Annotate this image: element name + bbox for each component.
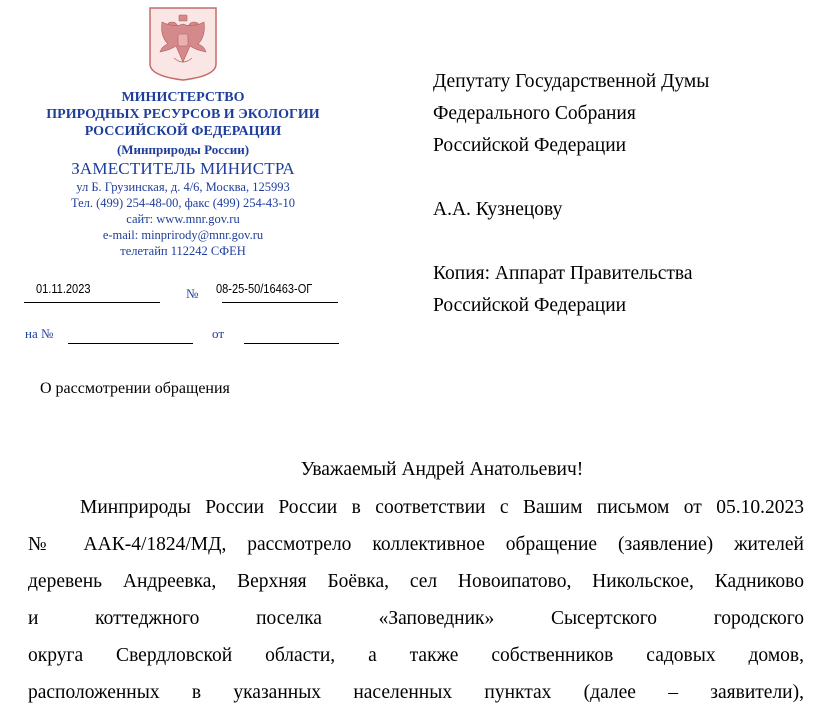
ministry-email: e-mail: minprirody@mnr.gov.ru [102, 228, 264, 242]
body-line: Минприроды России России в соответствии с Вашим письмом от 05.10.2023 [80, 497, 804, 518]
reference-date-label: от [212, 326, 225, 341]
body-line: округа Свердловской области, а также собственников садовых домов, [28, 645, 804, 666]
position-title: ЗАМЕСТИТЕЛЬ МИНИСТРА [71, 159, 295, 178]
salutation: Уважаемый Андрей Анатольевич! [300, 459, 584, 480]
addressee-line3: Российской Федерации [433, 135, 627, 156]
ministry-name-line2: ПРИРОДНЫХ РЕСУРСОВ И ЭКОЛОГИИ [46, 107, 320, 122]
copy-recipient-line2: Российской Федерации [433, 295, 627, 316]
addressee-line2: Федерального Собрания [433, 103, 636, 124]
number-underline [222, 302, 338, 303]
ministry-address: ул Б. Грузинская, д. 4/6, Москва, 125993 [76, 180, 290, 194]
registration-number: 08-25-50/16463-ОГ [216, 281, 313, 296]
copy-recipient-line1: Копия: Аппарат Правительства [433, 263, 693, 284]
ministry-short-name: (Минприроды России) [116, 142, 250, 157]
date-underline [24, 302, 160, 303]
letter-date: 01.11.2023 [36, 281, 91, 296]
ministry-website: сайт: www.mnr.gov.ru [126, 212, 240, 226]
body-line: деревень Андреевка, Верхняя Боёвка, сел Новоипатово, Никольское, Кадниково [28, 571, 804, 592]
ministry-teletype: телетайп 112242 СФЕН [120, 244, 246, 258]
ministry-name-line3: РОССИЙСКОЙ ФЕДЕРАЦИИ [84, 124, 282, 139]
body-line: № ААК-4/1824/МД, рассмотрело коллективное обращение (заявление) жителей [28, 534, 804, 555]
ministry-phone: Тел. (499) 254-48-00, факс (499) 254-43-10 [70, 196, 296, 210]
addressee-line1: Депутату Государственной Думы [433, 71, 710, 92]
addressee-name: А.А. Кузнецову [433, 199, 563, 220]
reference-number-underline [68, 343, 193, 344]
number-label: № [186, 286, 199, 301]
ministry-name-line1: МИНИСТЕРСТВО [121, 90, 245, 105]
reference-number-label: на № [25, 326, 54, 341]
body-line: расположенных в указанных населенных пунктах (далее – заявители), [28, 682, 804, 703]
coat-of-arms-emblem-icon [148, 6, 218, 82]
body-line: и коттеджного поселка «Заповедник» Сысертского городского [28, 608, 804, 629]
reference-date-underline [244, 343, 339, 344]
letter-subject: О рассмотрении обращения [40, 380, 230, 397]
